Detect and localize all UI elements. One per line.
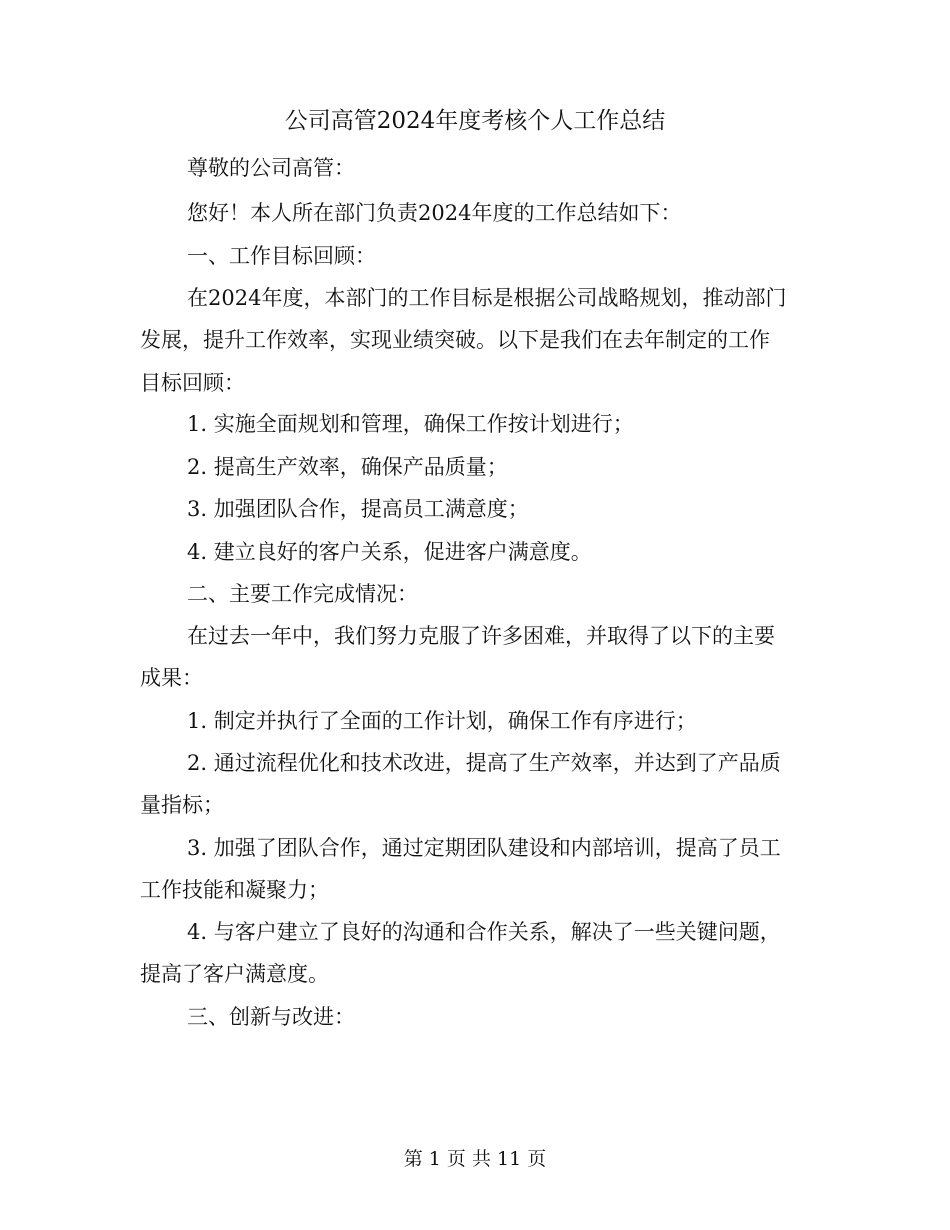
section1-heading: 一、工作目标回顾： [187, 244, 376, 268]
section1-list-item: 4. 建立良好的客户关系，促进客户满意度。 [187, 540, 592, 564]
section1-list-item: 1. 实施全面规划和管理，确保工作按计划进行； [187, 412, 634, 436]
section3-heading: 三、创新与改进： [187, 1005, 355, 1029]
section2-paragraph-line: 成果： [140, 666, 203, 690]
page-footer: 第 1 页 共 11 页 [403, 1148, 547, 1170]
document-title: 公司高管2024年度考核个人工作总结 [284, 108, 666, 134]
salutation: 尊敬的公司高管： [187, 156, 355, 180]
section2-list-item-cont: 提高了客户满意度。 [140, 962, 329, 986]
intro-text: 您好！本人所在部门负责2024年度的工作总结如下： [187, 201, 682, 225]
section2-list-item: 1. 制定并执行了全面的工作计划，确保工作有序进行； [187, 709, 697, 733]
section1-list-item: 2. 提高生产效率，确保产品质量； [187, 455, 508, 479]
section1-paragraph-line: 在2024年度，本部门的工作目标是根据公司战略规划，推动部门 [187, 286, 787, 310]
section1-paragraph-line: 发展，提升工作效率，实现业绩突破。以下是我们在去年制定的工作 [140, 328, 770, 352]
section2-heading: 二、主要工作完成情况： [187, 582, 418, 606]
section2-list-item: 2. 通过流程优化和技术改进，提高了生产效率，并达到了产品质 [187, 751, 781, 775]
section1-paragraph-line: 目标回顾： [140, 371, 245, 395]
section1-list-item: 3. 加强团队合作，提高员工满意度； [187, 497, 529, 521]
section2-paragraph-line: 在过去一年中，我们努力克服了许多困难，并取得了以下的主要 [187, 624, 775, 648]
section2-list-item-cont: 量指标； [140, 793, 224, 817]
section2-list-item: 3. 加强了团队合作，通过定期团队建设和内部培训，提高了员工 [187, 836, 781, 860]
section2-list-item-cont: 工作技能和凝聚力； [140, 878, 329, 902]
section2-list-item: 4. 与客户建立了良好的沟通和合作关系，解决了一些关键问题， [187, 920, 781, 944]
